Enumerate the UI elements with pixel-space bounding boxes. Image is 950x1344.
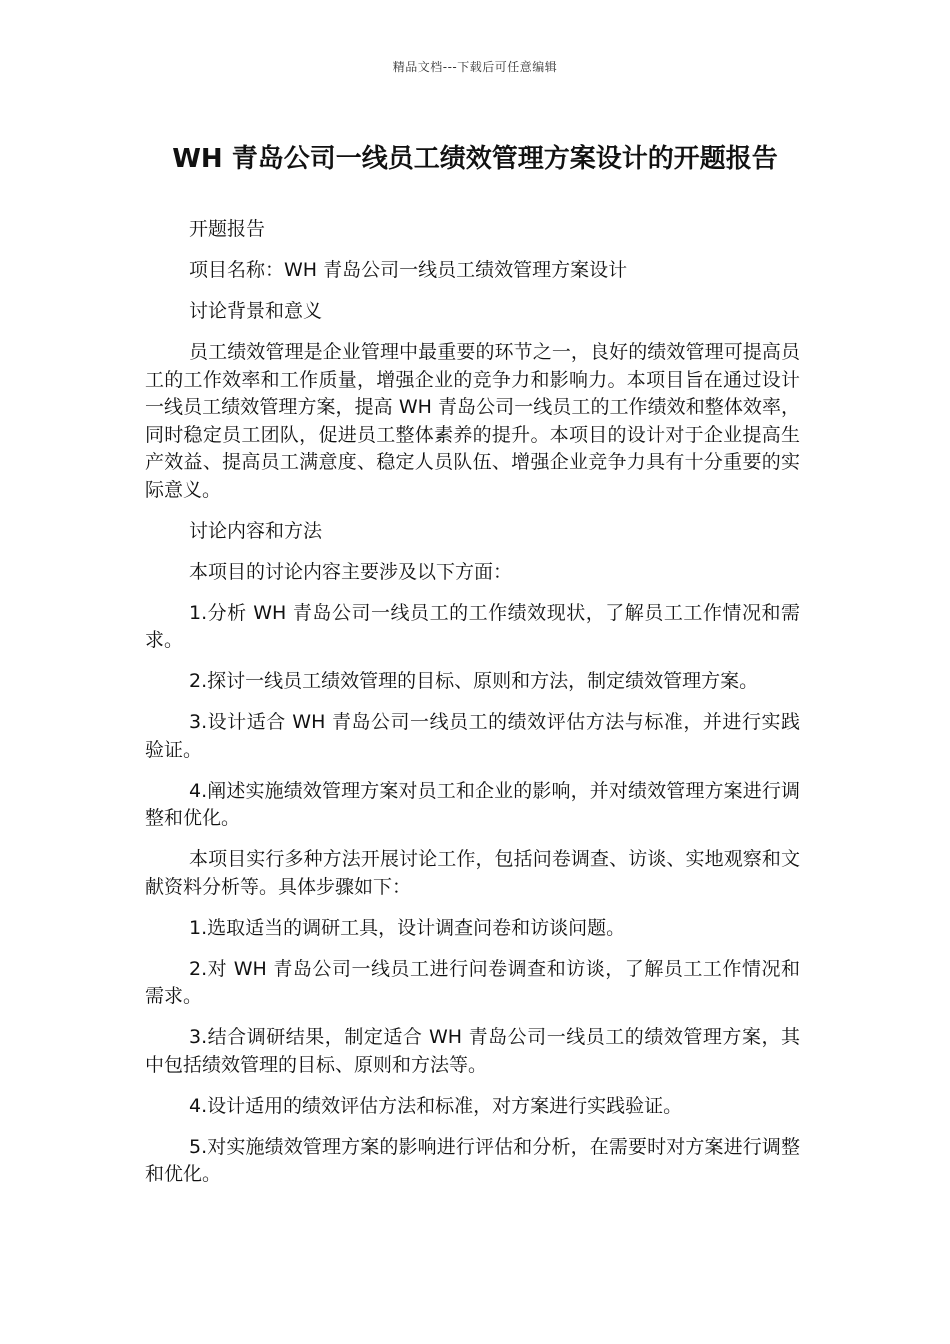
project-name-line: 项目名称：WH 青岛公司一线员工绩效管理方案设计 bbox=[189, 259, 628, 281]
step-item-3: 3.结合调研结果，制定适合 WH 青岛公司一线员工的绩效管理方案，其中包括绩效管理的目标、原则和方法等。 bbox=[145, 1026, 800, 1076]
document-body bbox=[145, 216, 800, 1202]
content-item-3: 3.设计适合 WH 青岛公司一线员工的绩效评估方法与标准，并进行实践验证。 bbox=[145, 711, 800, 761]
content-item-4: 4.阐述实施绩效管理方案对员工和企业的影响，并对绩效管理方案进行调整和优化。 bbox=[145, 779, 800, 829]
step-item-4: 4.设计适用的绩效评估方法和标准，对方案进行实践验证。 bbox=[189, 1094, 683, 1117]
step-item-1: 1.选取适当的调研工具，设计调查问卷和访谈问题。 bbox=[189, 916, 626, 939]
page-header: 精品文档---下载后可任意编辑 bbox=[392, 60, 558, 74]
section-heading-content-method: 讨论内容和方法 bbox=[189, 519, 323, 542]
step-item-5: 5.对实施绩效管理方案的影响进行评估和分析，在需要时对方案进行调整和优化。 bbox=[145, 1135, 800, 1185]
section-heading-background: 讨论背景和意义 bbox=[189, 300, 323, 322]
document-title: WH 青岛公司一线员工绩效管理方案设计的开题报告 bbox=[172, 144, 778, 174]
content-item-2: 2.探讨一线员工绩效管理的目标、原则和方法，制定绩效管理方案。 bbox=[189, 670, 759, 692]
background-paragraph: 员工绩效管理是企业管理中最重要的环节之一，良好的绩效管理可提高员工的工作效率和工作质量，增强企业的竞争力和影响力。本项目旨在通过设计一线员工绩效管理方案，提高 WH 青岛公司一线员工的工作绩效和整体效率，同时稳定员工团队，促进员工整体素养的提升。本项目的设计对于企业提高生产效益、提高员工满意度、稳定人员队伍、增强企业竞争力具有十分重要的实际意义。 bbox=[145, 341, 800, 501]
section-label-report: 开题报告 bbox=[189, 218, 266, 240]
content-item-1: 1.分析 WH 青岛公司一线员工的工作绩效现状，了解员工工作情况和需求。 bbox=[145, 601, 800, 651]
step-item-2: 2.对 WH 青岛公司一线员工进行问卷调查和访谈，了解员工工作情况和需求。 bbox=[145, 957, 800, 1007]
method-intro-paragraph: 本项目实行多种方法开展讨论工作，包括问卷调查、访谈、实地观察和文献资料分析等。具体步骤如下： bbox=[145, 848, 800, 898]
content-intro-paragraph: 本项目的讨论内容主要涉及以下方面： bbox=[189, 560, 513, 583]
